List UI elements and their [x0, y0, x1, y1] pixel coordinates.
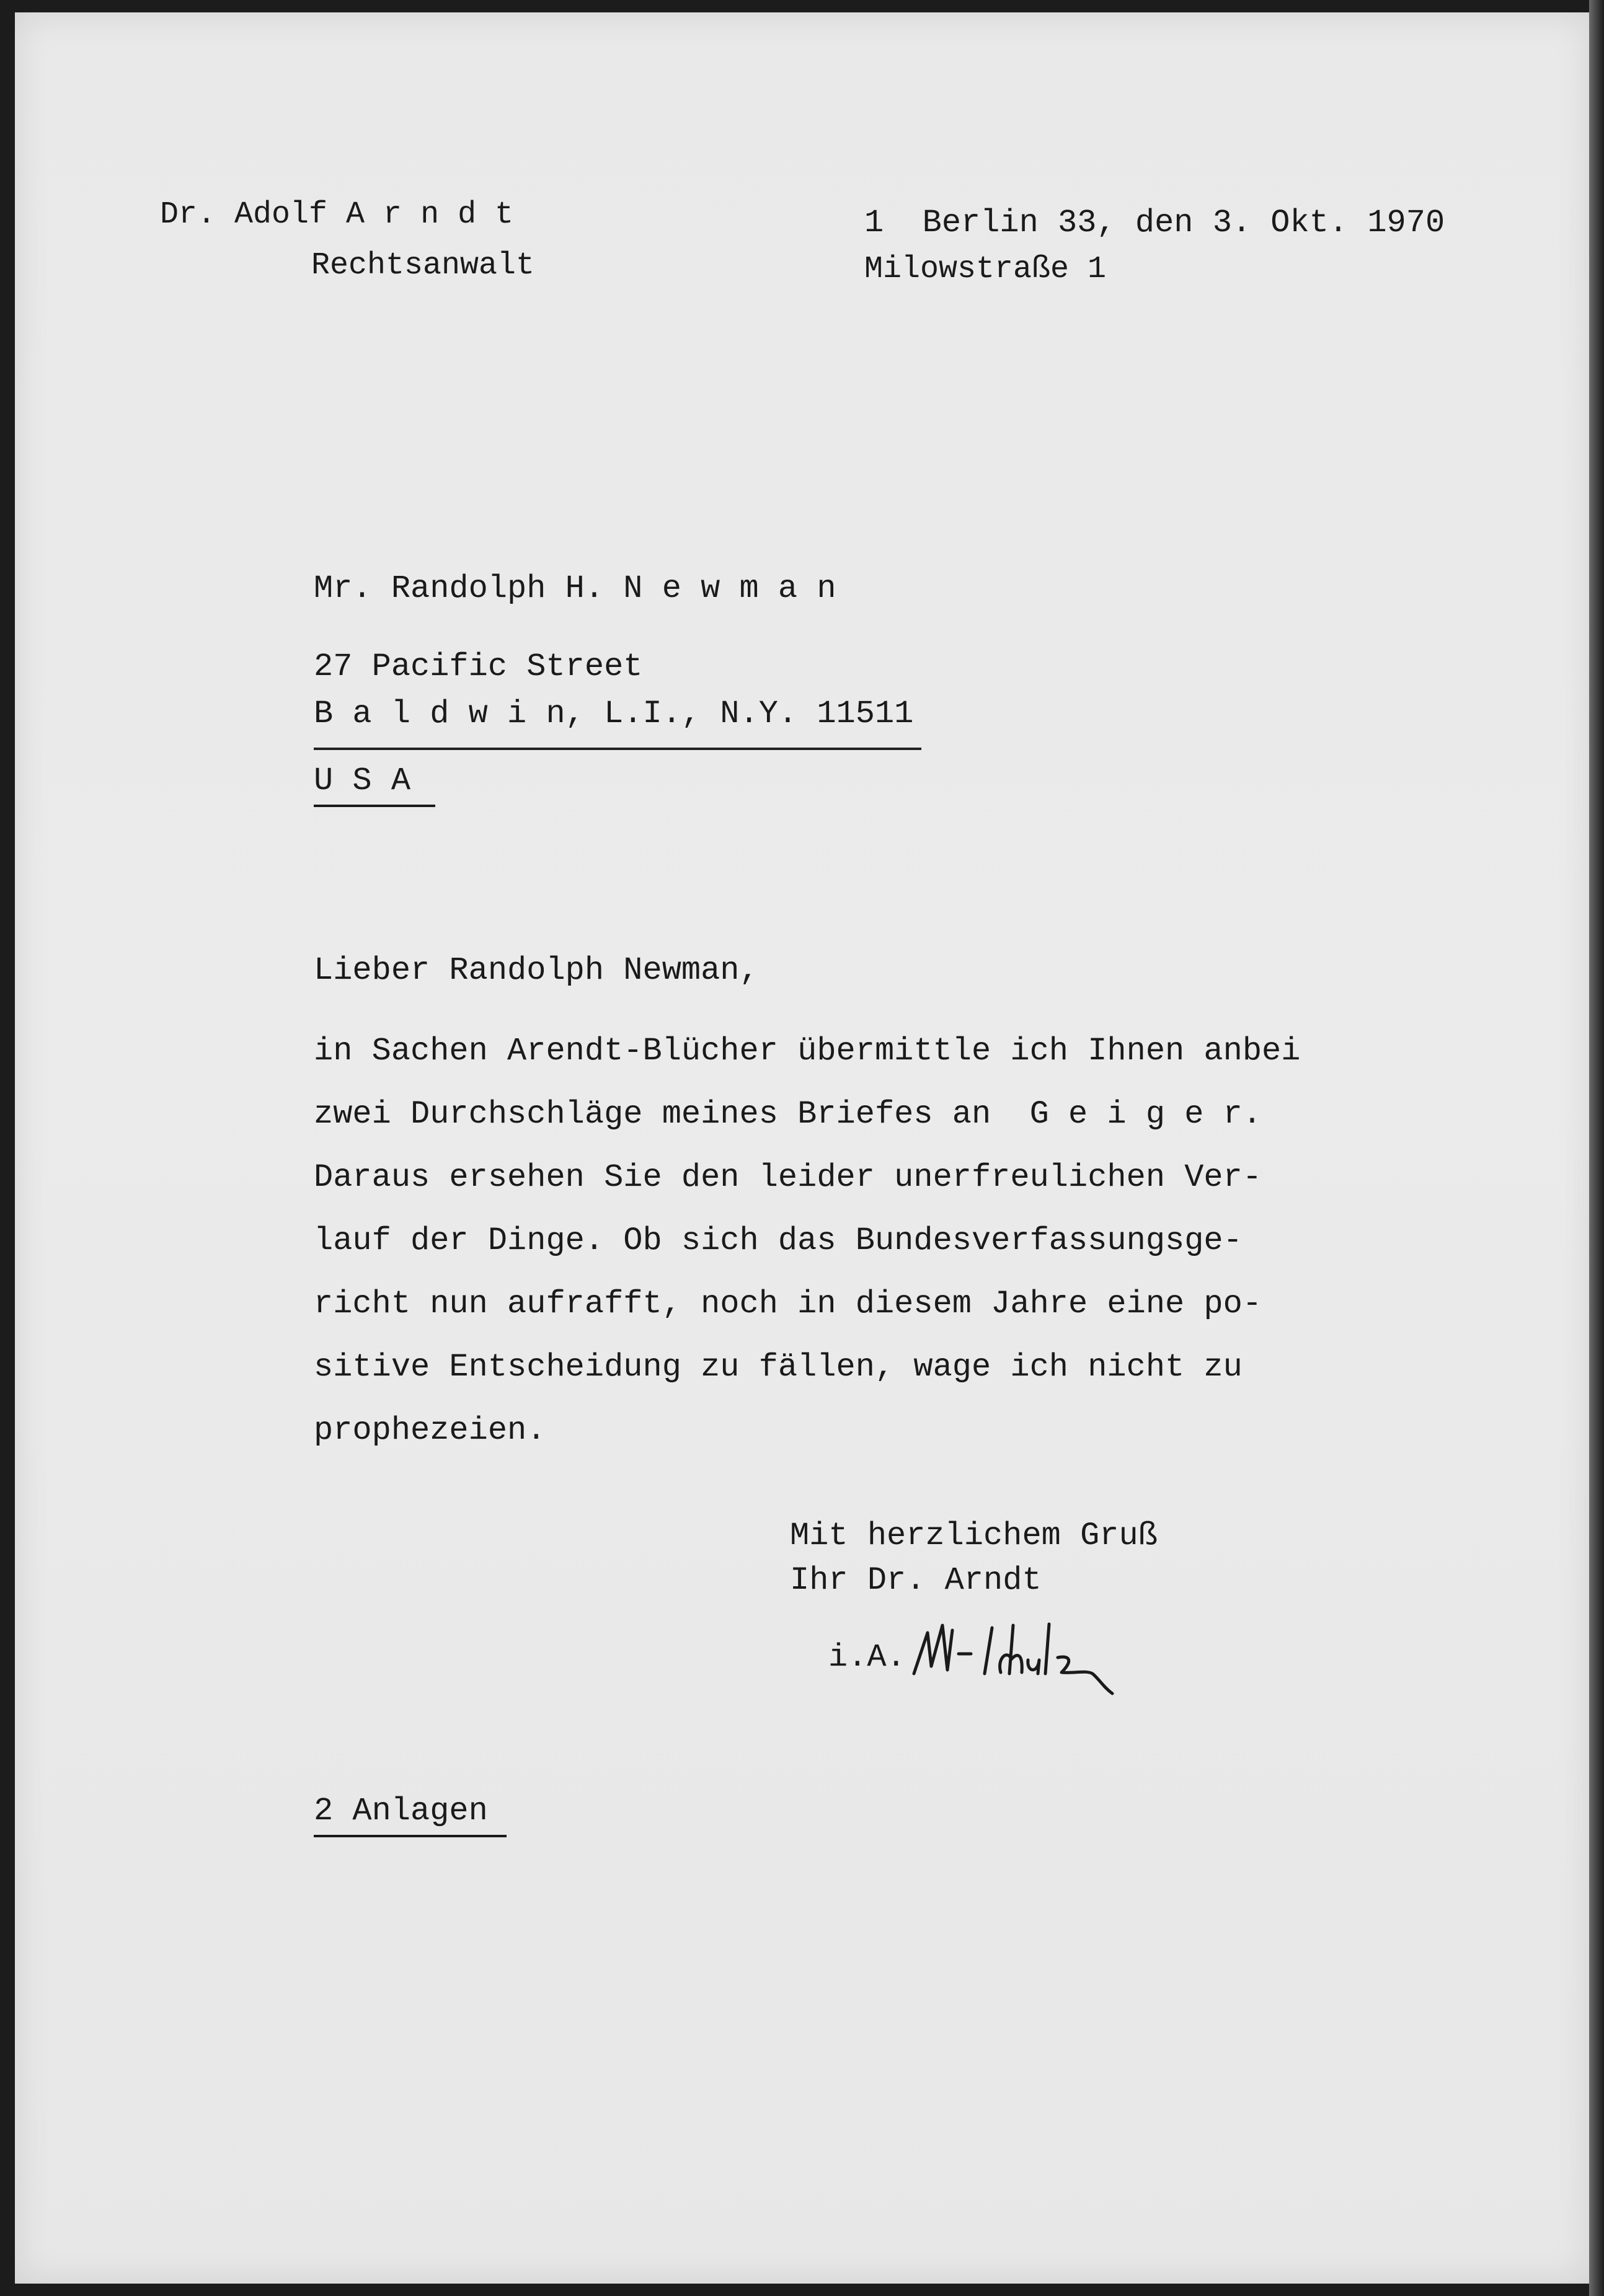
body-line: Daraus ersehen Sie den leider unerfreulichen Ver-: [314, 1159, 1262, 1196]
recipient-city: B a l d w i n, L.I., N.Y. 11511: [314, 695, 914, 732]
address-underline: [314, 748, 921, 750]
body-line: sitive Entscheidung zu fällen, wage ich nicht zu: [314, 1349, 1243, 1385]
letter-sheet: [15, 12, 1592, 2284]
sender-street: Milowstraße 1: [864, 252, 1107, 287]
scan-edge: [1589, 0, 1604, 2296]
body-line: zwei Durchschläge meines Briefes an G e i g e r.: [314, 1096, 1262, 1133]
sender-title: Rechtsanwalt: [311, 248, 535, 283]
handwritten-signature-icon: [906, 1601, 1130, 1700]
closing-greeting: Mit herzlichem Gruß: [790, 1517, 1158, 1554]
recipient-country: U S A: [314, 765, 435, 807]
place-date: 1 Berlin 33, den 3. Okt. 1970: [864, 205, 1445, 241]
recipient-name: Mr. Randolph H. N e w m a n: [314, 570, 836, 607]
enclosures: 2 Anlagen: [314, 1795, 507, 1837]
closing-signoff: Ihr Dr. Arndt: [790, 1562, 1042, 1599]
body-line: in Sachen Arendt-Blücher übermittle ich Ihnen anbei: [314, 1033, 1301, 1069]
recipient-street: 27 Pacific Street: [314, 648, 643, 685]
body-line: lauf der Dinge. Ob sich das Bundesverfassungsge-: [314, 1222, 1243, 1259]
per-label: i.A.: [828, 1639, 906, 1676]
body-line: prophezeien.: [314, 1412, 546, 1449]
salutation: Lieber Randolph Newman,: [314, 952, 759, 989]
sender-name: Dr. Adolf A r n d t: [160, 197, 514, 232]
body-line: richt nun aufrafft, noch in diesem Jahre eine po-: [314, 1286, 1262, 1322]
